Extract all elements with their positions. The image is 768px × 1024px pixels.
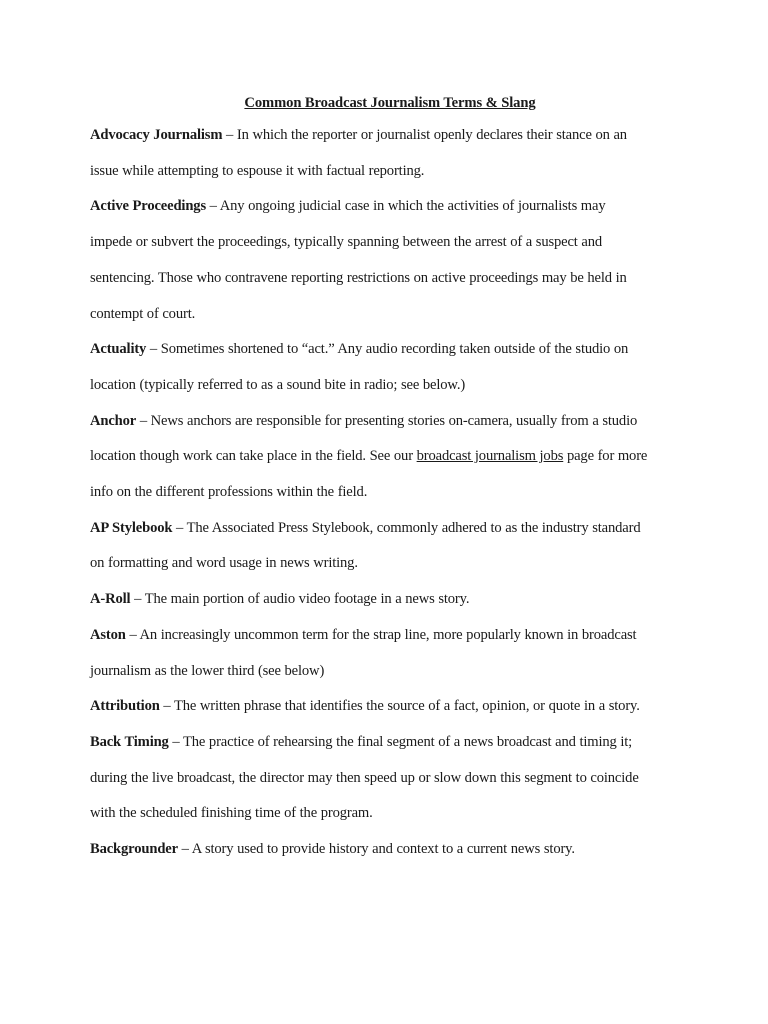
definition-text: Sometimes shortened to “act.” Any audio recording taken outside of the studio on bbox=[160, 341, 629, 358]
term-dash: – bbox=[146, 341, 161, 358]
glossary-entry-attribution bbox=[90, 689, 690, 725]
glossary-entry-a-roll bbox=[90, 582, 690, 618]
entry-line bbox=[90, 511, 690, 547]
entry-line bbox=[90, 404, 690, 440]
glossary-term: Attribution bbox=[90, 698, 160, 715]
definition-text: In which the reporter or journalist openly declares their stance on an bbox=[236, 127, 627, 143]
entry-line bbox=[90, 439, 690, 475]
entry-line bbox=[90, 189, 690, 225]
entry-line bbox=[90, 832, 690, 868]
glossary-term: AP Stylebook bbox=[90, 519, 173, 536]
glossary-entry-back-timing bbox=[90, 725, 690, 832]
definition-text: The written phrase that identifies the source of a fact, opinion, or quote in a story. bbox=[173, 698, 640, 715]
definition-text: page for more bbox=[563, 448, 648, 465]
definition-text: on formatting and word usage in news writing. bbox=[90, 555, 358, 572]
glossary-entry-actuality bbox=[90, 332, 690, 403]
definition-text: during the live broadcast, the director may then speed up or slow down this segment to coincide bbox=[90, 769, 639, 786]
definition-text: location though work can take place in the field. See our bbox=[90, 448, 417, 465]
entry-line bbox=[90, 332, 690, 368]
glossary-entry-backgrounder bbox=[90, 832, 690, 868]
term-dash: – bbox=[222, 127, 237, 143]
entry-line bbox=[90, 689, 690, 725]
definition-text: impede or subvert the proceedings, typically spanning between the arrest of a suspect and bbox=[90, 234, 603, 251]
glossary-entry-advocacy-journalism bbox=[90, 118, 690, 189]
term-dash: – bbox=[205, 198, 220, 215]
glossary-term: Advocacy Journalism bbox=[90, 127, 223, 143]
definition-text: The practice of rehearsing the final segment of a news broadcast and timing it; bbox=[183, 733, 633, 750]
definition-text: News anchors are responsible for presenting stories on-camera, usually from a studio bbox=[150, 412, 638, 429]
glossary-term: Actuality bbox=[90, 341, 147, 358]
glossary-entry-ap-stylebook bbox=[90, 511, 690, 582]
glossary-term: A-Roll bbox=[90, 591, 131, 608]
definition-text: issue while attempting to espouse it with factual reporting. bbox=[90, 162, 425, 179]
glossary-term: Aston bbox=[90, 626, 126, 643]
entry-line bbox=[90, 582, 690, 618]
entry-line bbox=[90, 725, 690, 761]
glossary-entry-aston bbox=[90, 618, 690, 689]
term-dash: – bbox=[177, 841, 192, 858]
glossary-entry-anchor bbox=[90, 404, 690, 511]
term-dash: – bbox=[136, 412, 151, 429]
definition-text: The Associated Press Stylebook, commonly adhered to as the industry standard bbox=[186, 519, 641, 536]
document-page bbox=[90, 88, 690, 868]
glossary-term: Back Timing bbox=[90, 733, 169, 750]
broadcast-journalism-jobs-link[interactable]: broadcast journalism jobs bbox=[416, 448, 564, 465]
definition-text: journalism as the lower third (see below) bbox=[90, 662, 325, 679]
entry-line bbox=[90, 118, 690, 154]
glossary-entry-active-proceedings bbox=[90, 189, 690, 332]
definition-text: with the scheduled finishing time of the program. bbox=[90, 805, 373, 822]
definition-text: The main portion of audio video footage in a news story. bbox=[144, 591, 470, 608]
definition-text: contempt of court. bbox=[90, 305, 196, 322]
definition-text: An increasingly uncommon term for the strap line, more popularly known in broadcast bbox=[139, 626, 637, 643]
glossary-term: Anchor bbox=[90, 412, 137, 429]
entry-line bbox=[90, 618, 690, 654]
definition-text: info on the different professions within the field. bbox=[90, 484, 368, 501]
term-dash: – bbox=[168, 733, 183, 750]
definition-text: A story used to provide history and context to a current news story. bbox=[191, 841, 575, 858]
definition-text: sentencing. Those who contravene reporting restrictions on active proceedings may be held in bbox=[90, 269, 627, 286]
term-dash: – bbox=[130, 591, 145, 608]
term-dash: – bbox=[159, 698, 174, 715]
glossary-term: Backgrounder bbox=[90, 841, 178, 858]
definition-text: location (typically referred to as a sound bite in radio; see below.) bbox=[90, 376, 466, 393]
glossary-term: Active Proceedings bbox=[90, 198, 206, 215]
definition-text: Any ongoing judicial case in which the activities of journalists may bbox=[219, 198, 606, 215]
term-dash: – bbox=[172, 519, 187, 536]
document-title: Common Broadcast Journalism Terms & Slang bbox=[244, 95, 536, 111]
term-dash: – bbox=[125, 626, 140, 643]
